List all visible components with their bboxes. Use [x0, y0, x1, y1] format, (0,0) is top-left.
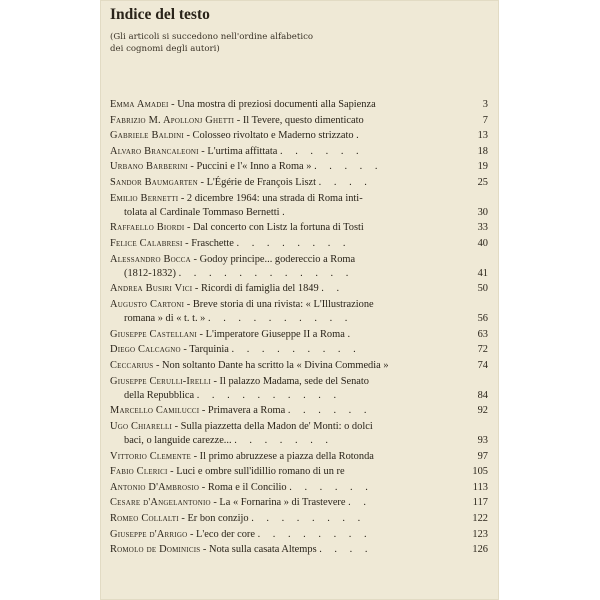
entry-separator: -: [182, 237, 192, 249]
index-list: [110, 98, 488, 559]
entry-title: L'eco der core: [196, 528, 255, 540]
entry-separator: -: [153, 359, 163, 371]
entry-line-2: [110, 267, 462, 281]
entry-title-continued: della Repubblica: [124, 389, 195, 401]
index-entry: [110, 160, 488, 174]
entry-page-number: 13: [477, 130, 488, 142]
entry-title: Non soltanto Dante ha scritto la « Divina Commedia »: [162, 359, 389, 371]
entry-line: [110, 528, 462, 542]
book-page: [100, 0, 499, 600]
entry-separator: -: [172, 420, 181, 432]
entry-author: Giuseppe Castellani: [110, 328, 197, 340]
entry-author: Alessandro Bocca: [110, 253, 191, 265]
entry-separator: -: [210, 375, 220, 387]
index-entry: [110, 375, 488, 403]
entry-separator: -: [168, 99, 178, 110]
entry-page-number: 74: [477, 359, 488, 371]
dot-leader: . . . . . . . . . . . .: [178, 267, 354, 279]
entry-line: [110, 282, 462, 296]
dot-leader: . . . . . . . . .: [231, 344, 361, 356]
entry-title: Nota sulla casata Altemps: [208, 544, 317, 556]
entry-title: Godoy principe... godereccio a Roma: [199, 253, 356, 265]
entry-author: Ugo Chiarelli: [110, 420, 173, 432]
entry-author: Fabrizio M. Apollonj Ghetti: [110, 114, 235, 126]
entry-author: Alvaro Brancaleoni: [110, 145, 199, 157]
entry-line: [110, 129, 462, 143]
entry-line: [110, 404, 462, 418]
entry-title: Primavera a Roma: [207, 405, 286, 417]
dot-leader: .: [282, 206, 290, 218]
dot-leader: . . . . . . . . . .: [208, 313, 353, 325]
entry-title: L'imperatore Giuseppe II a Roma: [205, 328, 345, 340]
entry-line: [110, 328, 462, 342]
entry-page-number: 117: [472, 497, 488, 509]
entry-page-number: 113: [472, 481, 488, 493]
dot-leader: .: [347, 328, 356, 340]
index-entry: [110, 528, 488, 542]
entry-title: Il primo abruzzese a piazza della Rotonda: [199, 450, 374, 462]
entry-line: [110, 253, 462, 267]
entry-page-number: 40: [477, 237, 488, 249]
entry-page-number: 63: [477, 328, 488, 340]
entry-page-number: 56: [477, 313, 488, 325]
entry-author: Augusto Cartoni: [110, 298, 185, 310]
entry-line: [110, 481, 462, 495]
entry-author: Marcello Camilucci: [110, 405, 200, 417]
entry-author: Sandor Baumgarten: [110, 176, 198, 188]
entry-page-number: 84: [477, 389, 488, 401]
entry-title-continued: (1812-1832): [124, 267, 176, 279]
entry-author: Andrea Busiri Vici: [110, 283, 193, 295]
entry-line: [110, 450, 462, 464]
entry-page-number: 19: [477, 161, 488, 173]
entry-title: La « Fornarina » di Trastevere: [219, 497, 346, 509]
entry-author: Raffaello Biordi: [110, 222, 185, 234]
entry-page-number: 41: [477, 267, 488, 279]
index-entry: [110, 404, 488, 418]
entry-author: Romolo de Dominicis: [110, 544, 201, 556]
entry-author: Cesare d'Angelantonio: [110, 497, 211, 509]
dot-leader: .: [356, 130, 364, 142]
entry-page-number: 123: [472, 528, 488, 540]
entry-page-number: 126: [472, 544, 488, 556]
dot-leader: . . . . . . .: [234, 435, 333, 447]
entry-author: Romeo Collalti: [110, 513, 179, 525]
entry-line: [110, 145, 462, 159]
entry-title-continued: tolata al Cardinale Tommaso Bernetti: [124, 206, 280, 218]
entry-line-2: [110, 312, 462, 326]
index-entry: [110, 145, 488, 159]
entry-separator: -: [187, 528, 196, 540]
entry-separator: -: [200, 544, 209, 556]
entry-title: Fraschette: [191, 237, 234, 249]
entry-line: [110, 176, 462, 190]
index-entry: [110, 343, 488, 357]
entry-author: Antonio D'Ambrosio: [110, 481, 200, 493]
entry-separator: -: [180, 344, 190, 356]
subtitle-line-2: dei cognomi degli autori): [110, 44, 220, 54]
entry-author: Vittorio Clemente: [110, 450, 191, 462]
dot-leader: . . . . . . . .: [257, 528, 372, 540]
dot-leader: . .: [348, 497, 371, 509]
entry-title: Luci e ombre sull'idillio romano di un re: [176, 466, 345, 478]
index-entry: [110, 512, 488, 526]
entry-line: [110, 496, 462, 510]
index-entry: [110, 481, 488, 495]
entry-author: Diego Calcagno: [110, 344, 181, 356]
entry-page-number: 25: [477, 176, 488, 188]
entry-line: [110, 114, 462, 128]
entry-page-number: 105: [472, 466, 488, 478]
entry-line: [110, 375, 462, 389]
entry-title: L'Égérie de François Liszt: [206, 176, 317, 188]
entry-line: [110, 298, 462, 312]
index-entry: [110, 221, 488, 235]
entry-author: Emma Amadei: [110, 99, 169, 110]
entry-separator: -: [234, 114, 243, 126]
entry-page-number: 50: [477, 283, 488, 295]
index-entry: [110, 420, 488, 448]
entry-separator: -: [197, 176, 207, 188]
subtitle-line-1: (Gli articoli si succedono nell'ordine alfabetico: [110, 32, 314, 42]
dot-leader: . . . . . .: [289, 481, 373, 493]
entry-separator: -: [167, 466, 177, 478]
entry-page-number: 72: [477, 344, 488, 356]
entry-separator: -: [184, 298, 193, 310]
page-subtitle: [110, 31, 370, 55]
entry-line: [110, 465, 462, 479]
entry-separator: -: [199, 405, 208, 417]
entry-separator: -: [198, 145, 208, 157]
entry-page-number: 3: [482, 99, 488, 110]
entry-title: Breve storia di una rivista: « L'Illustrazione: [192, 298, 374, 310]
entry-line-2: [110, 389, 462, 403]
index-entry: [110, 359, 488, 373]
entry-line: [110, 237, 462, 251]
dot-leader: . . . . .: [314, 161, 383, 173]
index-entry: [110, 298, 488, 326]
index-entry: [110, 328, 488, 342]
entry-line: [110, 221, 462, 235]
entry-page-number: 122: [472, 513, 488, 525]
entry-separator: -: [199, 481, 208, 493]
entry-title: Sulla piazzetta della Madon de' Monti: o dolci: [180, 420, 373, 432]
entry-title: Dal concerto con Listz la fortuna di Tosti: [193, 222, 364, 234]
entry-title: Roma e il Concilio: [207, 481, 287, 493]
entry-line: [110, 420, 462, 434]
entry-separator: -: [192, 283, 201, 295]
entry-author: Felice Calabresi: [110, 237, 183, 249]
index-entry: [110, 450, 488, 464]
index-entry: [110, 176, 488, 190]
index-entry: [110, 237, 488, 251]
entry-title: L'urtima affittata: [207, 145, 278, 157]
dot-leader: . . . .: [319, 544, 373, 556]
entry-title: Er bon conzijo: [187, 513, 249, 525]
entry-title: Tarquinia: [189, 344, 229, 356]
entry-line-2: [110, 434, 462, 448]
index-entry: [110, 129, 488, 143]
dot-leader: . . . . . . . . . .: [196, 389, 342, 401]
index-entry: [110, 98, 488, 112]
entry-author: Fabio Clerici: [110, 466, 168, 478]
entry-title: Il Tevere, questo dimenticato: [242, 114, 364, 126]
index-entry: [110, 282, 488, 296]
entry-line-2: [110, 206, 462, 220]
entry-separator: -: [196, 328, 206, 340]
entry-separator: -: [178, 513, 188, 525]
entry-title-continued: baci, o languide carezze...: [124, 435, 232, 447]
entry-author: Emilio Bernetti: [110, 192, 179, 204]
entry-title: 2 dicembre 1964: una strada di Roma inti-: [186, 192, 363, 204]
dot-leader: . . . .: [318, 176, 372, 188]
dot-leader: . . . . . . . .: [236, 237, 351, 249]
entry-separator: -: [178, 192, 187, 204]
entry-page-number: 92: [477, 405, 488, 417]
index-entry: [110, 496, 488, 510]
index-entry: [110, 192, 488, 220]
entry-title: Puccini e l'« Inno a Roma »: [196, 161, 312, 173]
entry-author: Urbano Barberini: [110, 161, 188, 173]
entry-separator: -: [183, 130, 193, 142]
entry-line: [110, 160, 462, 174]
entry-author: Ceccarius: [110, 359, 154, 371]
entry-title: Una mostra di preziosi documenti alla Sapienza: [177, 99, 376, 110]
entry-title: Colosseo rivoltato e Maderno strizzato: [192, 130, 354, 142]
page-title: Indice del testo: [110, 6, 210, 23]
index-entry: [110, 114, 488, 128]
entry-author: Gabriele Baldini: [110, 130, 184, 142]
entry-line: [110, 192, 462, 206]
index-entry: [110, 465, 488, 479]
entry-page-number: 7: [482, 114, 488, 126]
entry-title: Il palazzo Madama, sede del Senato: [219, 375, 369, 387]
entry-line: [110, 343, 462, 357]
dot-leader: . . . . . . . .: [251, 513, 366, 525]
dot-leader: . .: [321, 283, 345, 295]
entry-line: [110, 98, 462, 112]
entry-line: [110, 359, 462, 373]
entry-page-number: 93: [477, 435, 488, 447]
entry-title-continued: romana » di « t. t. »: [124, 313, 206, 325]
entry-author: Giuseppe d'Arrigo: [110, 528, 188, 540]
entry-separator: -: [184, 222, 194, 234]
entry-page-number: 97: [477, 450, 488, 462]
dot-leader: . . . . . .: [287, 405, 372, 417]
entry-separator: -: [210, 497, 220, 509]
index-entry: [110, 253, 488, 281]
entry-line: [110, 512, 462, 526]
entry-line: [110, 543, 462, 557]
entry-separator: -: [190, 450, 200, 462]
entry-author: Giuseppe Cerulli-Irelli: [110, 375, 211, 387]
entry-separator: -: [190, 253, 200, 265]
entry-page-number: 18: [477, 145, 488, 157]
entry-page-number: 30: [477, 206, 488, 218]
dot-leader: . . . . . .: [280, 145, 364, 157]
index-entry: [110, 543, 488, 557]
entry-title: Ricordi di famiglia del 1849: [200, 283, 319, 295]
entry-page-number: 33: [477, 222, 488, 234]
entry-separator: -: [187, 161, 197, 173]
